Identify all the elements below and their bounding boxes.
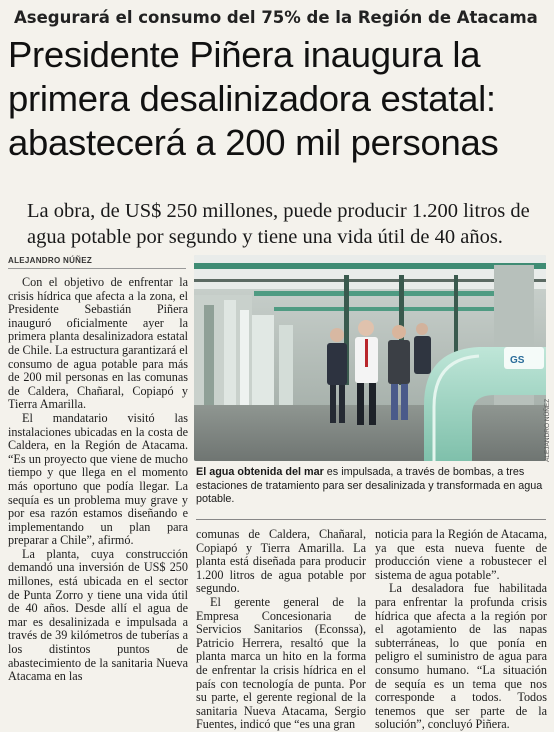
photo-caption [196,466,548,507]
article-photo [194,255,546,461]
deck-line: La obra, de US$ 250 millones, puede producir 1.200 litros de [27,200,530,222]
photo-credit: ALEJANDRO NÚÑEZ [544,398,551,462]
kicker: Asegurará el consumo del 75% de la Región de Atacama [14,8,538,27]
paragraph: comunas de Caldera, Chañaral, Copiapó y Tierra Amarilla. La planta está diseñada para producir 1.200 litros de agua potable por segundo. [196,527,366,596]
caption-lead: El agua obtenida del mar [196,466,324,478]
body-column-1 [8,276,188,684]
body-column-2 [196,528,366,732]
paragraph: noticia para la Región de Atacama, ya que esta nueva fuente de producción viene a robustecer el sistema de agua potable”. [375,527,547,582]
paragraph: El mandatario visitó las instalaciones ubicadas en la costa de Caldera, en la Región de Atacama. “Es un proyecto que viene de mucho tiempo y que llega en el momento más oportuno que podía llegar. La sequía es un problema muy grave y por esa razón estamos diseñando e implementando un plan para preparar a Chile”, afirmó. [8,410,188,548]
pipe-logo: GS [510,355,525,366]
caption-divider [196,519,546,520]
headline-line: abastecerá a 200 mil personas [8,122,499,163]
deck [27,198,547,250]
byline-divider [8,268,186,269]
caption-text: es impulsada, a través de bombas, a tres estaciones de tratamiento para ser desalinizada y transformada en agua potable. [196,466,543,505]
headline [8,33,550,165]
paragraph: Con el objetivo de enfrentar la crisis hídrica que afecta a la zona, el Presidente Sebastián Piñera inauguró oficialmente ayer la primera planta desalinizadora estatal de Chile. La estructura garantizará el consumo de agua potable para más de 200 mil personas en las comunas de Caldera, Chañaral, Copiapó y Tierra Amarilla. [8,275,189,412]
paragraph: El gerente general de la Empresa Concesionaria de Servicios Sanitarios (Econssa), Patricio Herrera, resaltó que la planta marca un hito en la forma de enfrentar la crisis hídrica en el país con tecnología de punta. Por su parte, el gerente regional de la sanitaria Nueva Atacama, Sergio Fuentes, indicó que “es una gran [196,594,366,732]
headline-line: Presidente Piñera inaugura la [8,34,481,75]
paragraph: La desaladora fue habilitada para enfrentar la profunda crisis hídrica que afecta a la región por el agotamiento de las napas subterráneas, lo que ponía en peligro el suministro de agua para consumo humano. “La situación de sequía es un tema que nos corresponde a todos. Todos tenemos que ser parte de la solución”, concluyó Piñera. [375,581,547,732]
deck-line: agua potable por segundo y tiene una vida útil de 40 años. [27,226,503,248]
byline: ALEJANDRO NÚÑEZ [8,256,93,265]
photo-illustration [194,255,546,461]
headline-line: primera desalinizadora estatal: [8,78,496,119]
paragraph: La planta, cuya construcción demandó una inversión de US$ 250 millones, está ubicada en el sector de Punta Zorro y tiene una vida útil de 40 años. Desde allí el agua de mar es desalinizada e impulsada a través de 39 kilómetros de tuberías a los distintos puntos de abastecimiento de la sanitaria Nueva Atacama en las [8,546,188,684]
body-column-3 [375,528,547,732]
